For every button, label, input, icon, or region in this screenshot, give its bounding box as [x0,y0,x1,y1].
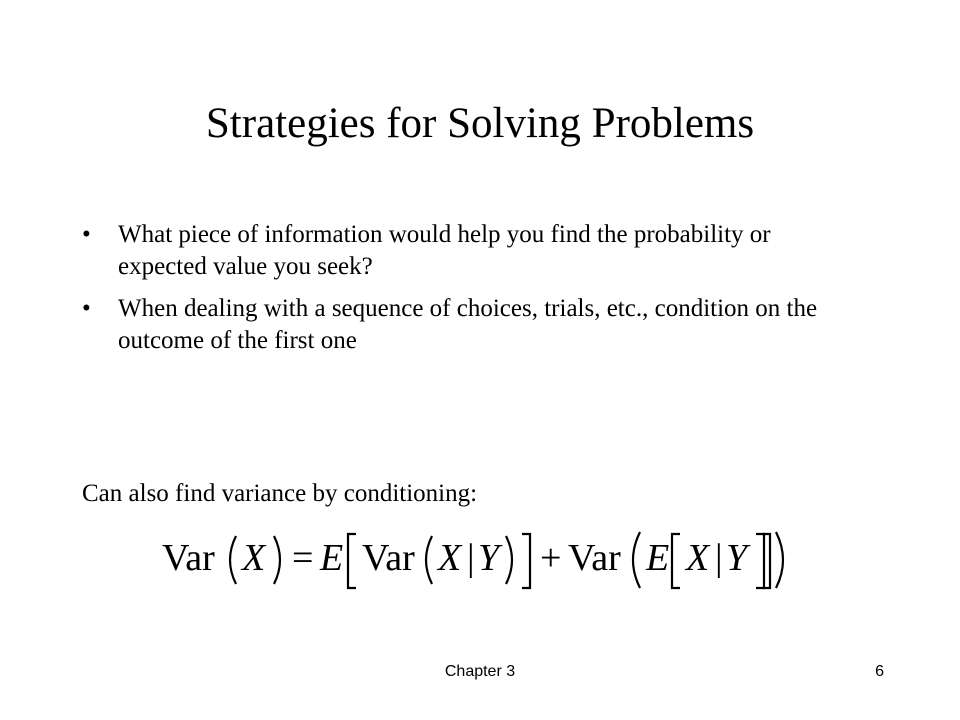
formula-equals: = [292,537,314,579]
bullet-text: What piece of information would help you find the probability or expected value you seek? [118,221,771,280]
formula-right-paren [274,536,280,584]
bullet-item [82,219,842,283]
formula-x: X [438,537,462,579]
bullet-item [82,293,842,357]
formula-x: X [242,537,266,579]
formula-given: | [715,537,723,579]
formula-plus: + [540,537,562,579]
formula-right-paren [776,532,783,588]
formula-e: E [646,537,670,579]
formula-left-paren [230,536,236,584]
formula-y: Y [478,537,500,579]
footer-chapter: Chapter 3 [444,663,516,680]
formula-var: Var [568,537,621,579]
bullet-marker: • [82,295,91,322]
formula-var: Var [162,537,215,579]
formula-right-paren [506,536,512,584]
formula-given: | [467,537,475,579]
formula-left-paren [633,532,640,588]
formula-graphic [160,522,800,592]
slide-title: Strategies for Solving Problems [205,100,755,147]
formula-left-paren [426,536,432,584]
conditioning-note: Can also find variance by conditioning: [82,480,478,507]
bullet-list [82,219,842,367]
bullet-text: When dealing with a sequence of choices, trials, etc., condition on the outcome of the first one [118,295,818,354]
footer-page-number: 6 [875,663,884,680]
formula-left-bracket [348,534,356,588]
bullet-marker: • [82,221,91,248]
variance-formula [160,522,800,592]
formula-x: X [686,537,710,579]
formula-left-bracket [672,534,680,588]
formula-right-bracket [756,534,764,588]
formula-e: E [320,537,344,579]
formula-right-bracket [522,534,530,588]
formula-y: Y [726,537,748,579]
formula-var: Var [362,537,415,579]
